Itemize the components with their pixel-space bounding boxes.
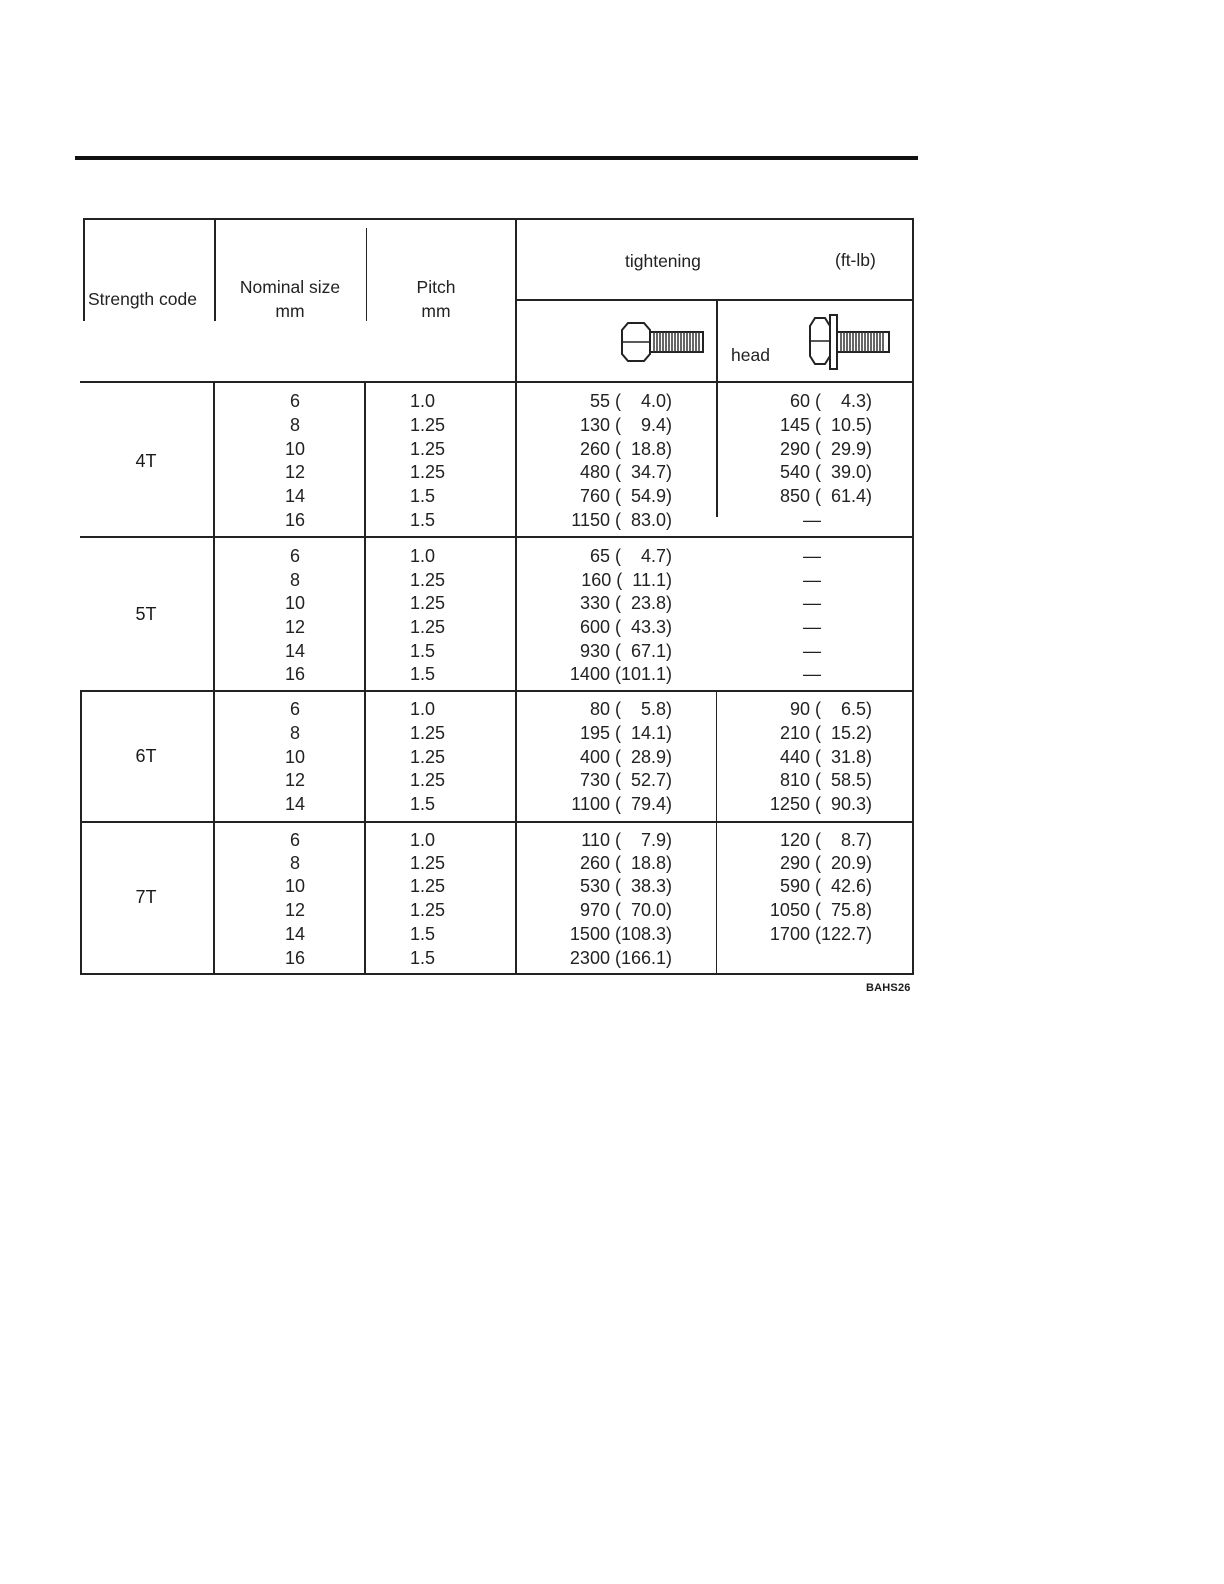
- torque-subheader-divider: [516, 299, 914, 301]
- header-unit-ftlb: (ft-lb): [835, 250, 876, 270]
- cell-flange-torque: 1250 ( 90.3): [769, 794, 872, 814]
- cell-flange-torque: 850 ( 61.4): [779, 486, 872, 506]
- cell-flange-torque: —: [803, 664, 821, 684]
- cell-pitch: 1.25: [410, 439, 446, 459]
- strength-code-7t: 7T: [135, 887, 157, 907]
- cell-hex-torque: 195 ( 14.1): [579, 723, 672, 743]
- cell-pitch: 1.25: [410, 876, 446, 896]
- col-divider-torque-lower: [716, 690, 717, 975]
- table-left-border-bottom: [80, 690, 82, 975]
- cell-pitch: 1.25: [410, 593, 446, 613]
- cell-hex-torque: 1400 (101.1): [569, 664, 672, 684]
- col-divider-code-header: [214, 218, 216, 321]
- header-nominal-unit: mm: [275, 301, 305, 321]
- cell-flange-torque: 60 ( 4.3): [789, 391, 872, 411]
- cell-pitch: 1.5: [410, 948, 436, 968]
- cell-pitch: 1.25: [410, 617, 446, 637]
- cell-size: 12: [284, 900, 306, 920]
- cell-hex-torque: 400 ( 28.9): [579, 747, 672, 767]
- col-divider-size-header: [366, 228, 367, 321]
- cell-size: 14: [284, 924, 306, 944]
- cell-size: 6: [289, 830, 300, 850]
- cell-pitch: 1.25: [410, 900, 446, 920]
- cell-size: 12: [284, 617, 306, 637]
- group-divider-6t-7t: [80, 821, 914, 823]
- col-divider-pitch: [515, 218, 517, 975]
- cell-size: 14: [284, 486, 306, 506]
- cell-hex-torque: 80 ( 5.8): [589, 699, 672, 719]
- cell-size: 10: [284, 593, 306, 613]
- cell-pitch: 1.0: [410, 830, 436, 850]
- header-bottom-border: [80, 381, 914, 383]
- cell-size: 16: [284, 510, 306, 530]
- cell-size: 6: [289, 546, 300, 566]
- cell-flange-torque: 145 ( 10.5): [779, 415, 872, 435]
- torque-table: [80, 218, 914, 975]
- cell-size: 14: [284, 641, 306, 661]
- cell-hex-torque: 530 ( 38.3): [579, 876, 672, 896]
- cell-hex-torque: 1100 ( 79.4): [571, 794, 672, 814]
- cell-pitch: 1.25: [410, 747, 446, 767]
- cell-flange-torque: 1700 (122.7): [769, 924, 872, 944]
- figure-code: BAHS26: [866, 982, 911, 994]
- cell-size: 8: [289, 853, 300, 873]
- cell-pitch: 1.25: [410, 770, 446, 790]
- strength-code-6t: 6T: [135, 746, 157, 766]
- cell-size: 8: [289, 570, 300, 590]
- cell-pitch: 1.5: [410, 924, 436, 944]
- header-head: head: [731, 345, 770, 365]
- cell-size: 6: [289, 391, 300, 411]
- table-right-border: [912, 218, 914, 975]
- cell-flange-torque: 440 ( 31.8): [779, 747, 872, 767]
- cell-size: 12: [284, 770, 306, 790]
- cell-pitch: 1.0: [410, 699, 436, 719]
- cell-flange-torque: 590 ( 42.6): [779, 876, 872, 896]
- group-divider-4t-5t: [80, 536, 914, 538]
- cell-pitch: 1.5: [410, 664, 436, 684]
- table-left-border-top: [83, 218, 85, 321]
- cell-size: 12: [284, 462, 306, 482]
- cell-size: 16: [284, 948, 306, 968]
- cell-flange-torque: 290 ( 29.9): [779, 439, 872, 459]
- cell-hex-torque: 730 ( 52.7): [579, 770, 672, 790]
- cell-flange-torque: 1050 ( 75.8): [769, 900, 872, 920]
- header-tightening: tightening: [625, 251, 701, 271]
- cell-hex-torque: 65 ( 4.7): [589, 546, 672, 566]
- hex-bolt-icon: [618, 320, 706, 364]
- cell-pitch: 1.25: [410, 570, 446, 590]
- cell-size: 16: [284, 664, 306, 684]
- cell-flange-torque: 810 ( 58.5): [779, 770, 872, 790]
- cell-flange-torque: 90 ( 6.5): [789, 699, 872, 719]
- cell-flange-torque: —: [803, 546, 821, 566]
- col-divider-code: [213, 381, 215, 975]
- cell-hex-torque: 600 ( 43.3): [579, 617, 672, 637]
- cell-size: 10: [284, 439, 306, 459]
- top-rule: [75, 156, 918, 160]
- group-divider-5t-6t: [80, 690, 914, 692]
- cell-hex-torque: 160 ( 11.1): [581, 570, 672, 590]
- cell-hex-torque: 260 ( 18.8): [579, 853, 672, 873]
- cell-size: 8: [289, 723, 300, 743]
- header-nominal-size: Nominal size: [239, 277, 341, 297]
- cell-flange-torque: 540 ( 39.0): [779, 462, 872, 482]
- cell-hex-torque: 480 ( 34.7): [579, 462, 672, 482]
- cell-pitch: 1.25: [410, 853, 446, 873]
- table-top-border: [83, 218, 914, 220]
- strength-code-4t: 4T: [135, 451, 157, 471]
- cell-hex-torque: 1500 (108.3): [569, 924, 672, 944]
- col-divider-torque-upper: [716, 299, 718, 517]
- cell-pitch: 1.0: [410, 546, 436, 566]
- flange-bolt-icon: [802, 312, 892, 372]
- header-pitch: Pitch: [416, 277, 456, 297]
- table-bottom-border: [80, 973, 914, 975]
- cell-pitch: 1.5: [410, 794, 436, 814]
- cell-hex-torque: 2300 (166.1): [569, 948, 672, 968]
- cell-hex-torque: 330 ( 23.8): [579, 593, 672, 613]
- cell-pitch: 1.5: [410, 510, 436, 530]
- cell-hex-torque: 760 ( 54.9): [579, 486, 672, 506]
- cell-size: 10: [284, 876, 306, 896]
- cell-hex-torque: 130 ( 9.4): [579, 415, 672, 435]
- cell-size: 14: [284, 794, 306, 814]
- cell-hex-torque: 110 ( 7.9): [581, 830, 672, 850]
- cell-flange-torque: —: [803, 641, 821, 661]
- cell-pitch: 1.25: [410, 723, 446, 743]
- cell-pitch: 1.5: [410, 486, 436, 506]
- header-strength-code: Strength code: [88, 289, 197, 309]
- cell-size: 10: [284, 747, 306, 767]
- cell-size: 6: [289, 699, 300, 719]
- cell-flange-torque: —: [803, 510, 821, 530]
- col-divider-size: [364, 381, 366, 975]
- cell-hex-torque: 970 ( 70.0): [579, 900, 672, 920]
- cell-hex-torque: 1150 ( 83.0): [571, 510, 672, 530]
- cell-hex-torque: 930 ( 67.1): [579, 641, 672, 661]
- cell-flange-torque: —: [803, 570, 821, 590]
- strength-code-5t: 5T: [135, 604, 157, 624]
- cell-pitch: 1.25: [410, 415, 446, 435]
- cell-hex-torque: 55 ( 4.0): [589, 391, 672, 411]
- cell-pitch: 1.5: [410, 641, 436, 661]
- cell-flange-torque: —: [803, 617, 821, 637]
- cell-size: 8: [289, 415, 300, 435]
- cell-pitch: 1.0: [410, 391, 436, 411]
- cell-flange-torque: 290 ( 20.9): [779, 853, 872, 873]
- cell-hex-torque: 260 ( 18.8): [579, 439, 672, 459]
- cell-flange-torque: 210 ( 15.2): [779, 723, 872, 743]
- cell-flange-torque: —: [803, 593, 821, 613]
- cell-flange-torque: 120 ( 8.7): [779, 830, 872, 850]
- cell-pitch: 1.25: [410, 462, 446, 482]
- header-pitch-unit: mm: [421, 301, 451, 321]
